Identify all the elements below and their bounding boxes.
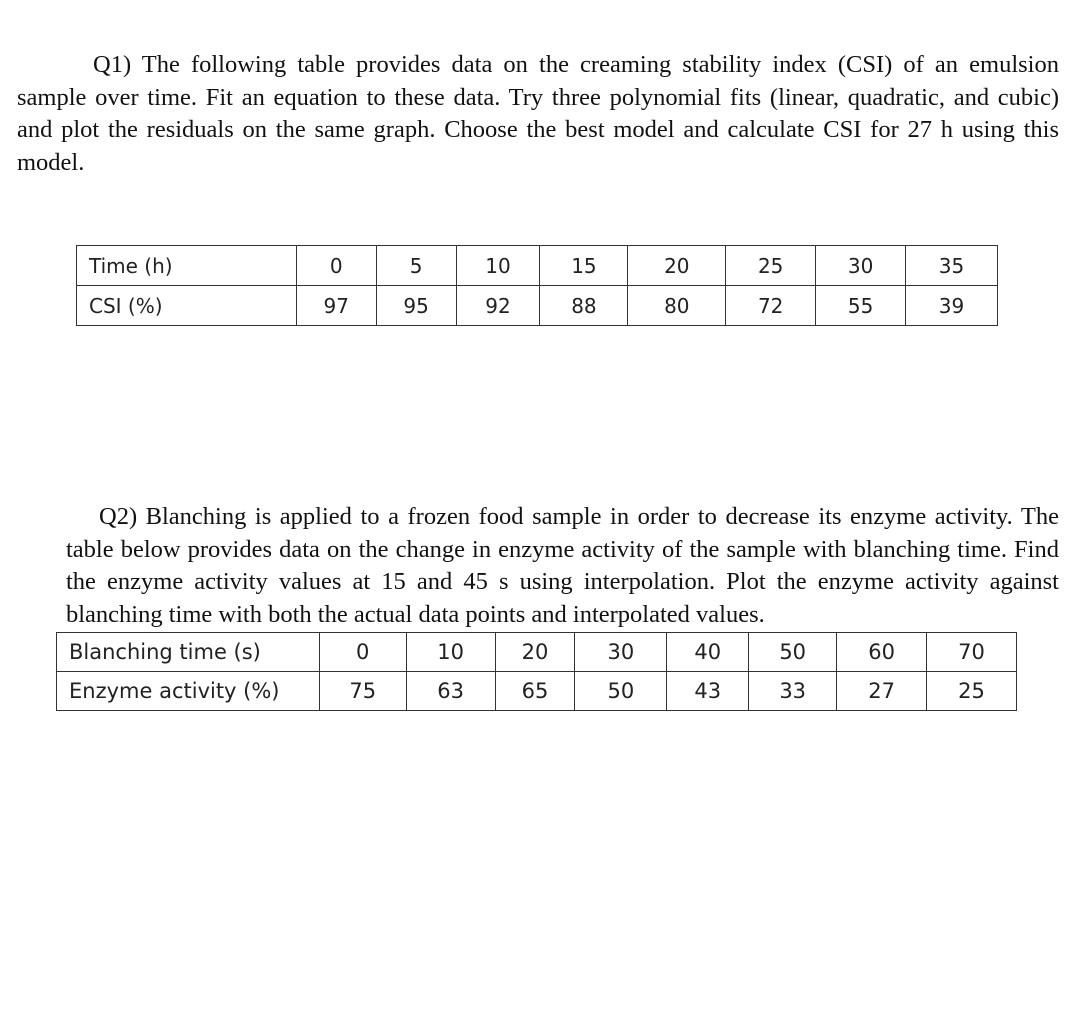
table-cell: 65 bbox=[495, 672, 575, 711]
q2-question-text: Q2) Blanching is applied to a frozen food sample in order to decrease its enzyme activity. The table below provides data on the change in enzyme activity of the sample with blanching time. Find the enzyme activity values at 15 and 45 s using interpolation. Plot the enzyme activity against blanching time with both the actual data points and interpolated values. bbox=[66, 503, 1059, 628]
table-row-blanching-time bbox=[57, 633, 1017, 672]
table-row-enzyme-activity bbox=[57, 672, 1017, 711]
row-label-csi: CSI (%) bbox=[77, 286, 297, 326]
table-cell: 72 bbox=[726, 286, 816, 326]
table-cell: 60 bbox=[837, 633, 927, 672]
table-cell: 33 bbox=[749, 672, 837, 711]
table-cell: 97 bbox=[296, 286, 376, 326]
table-row-csi bbox=[77, 286, 998, 326]
table-cell: 10 bbox=[456, 246, 540, 286]
table-cell: 39 bbox=[906, 286, 998, 326]
row-label-blanching-time: Blanching time (s) bbox=[57, 633, 320, 672]
table-cell: 88 bbox=[540, 286, 628, 326]
table-cell: 30 bbox=[575, 633, 667, 672]
table-cell: 55 bbox=[816, 286, 906, 326]
row-label-time: Time (h) bbox=[77, 246, 297, 286]
table-cell: 0 bbox=[319, 633, 406, 672]
table-cell: 80 bbox=[628, 286, 726, 326]
row-label-enzyme-activity: Enzyme activity (%) bbox=[57, 672, 320, 711]
table-cell: 25 bbox=[726, 246, 816, 286]
table-cell: 27 bbox=[837, 672, 927, 711]
table-cell: 70 bbox=[927, 633, 1017, 672]
table-cell: 25 bbox=[927, 672, 1017, 711]
table-cell: 35 bbox=[906, 246, 998, 286]
table-cell: 50 bbox=[749, 633, 837, 672]
table-cell: 0 bbox=[296, 246, 376, 286]
table-cell: 20 bbox=[628, 246, 726, 286]
q1-question-text: Q1) The following table provides data on the creaming stability index (CSI) of an emulsion sample over time. Fit an equation to these data. Try three polynomial fits (linear, quadratic, and cubic) and plot the residuals on the same graph. Choose the best model and calculate CSI for 27 h using this model. bbox=[17, 51, 1059, 176]
table-cell: 30 bbox=[816, 246, 906, 286]
q1-data-table bbox=[76, 245, 998, 326]
table-cell: 50 bbox=[575, 672, 667, 711]
q2-data-table bbox=[56, 632, 1017, 711]
table-cell: 5 bbox=[376, 246, 456, 286]
table-cell: 10 bbox=[406, 633, 495, 672]
table-cell: 15 bbox=[540, 246, 628, 286]
table-row-time bbox=[77, 246, 998, 286]
table-cell: 95 bbox=[376, 286, 456, 326]
table-cell: 40 bbox=[667, 633, 749, 672]
table-cell: 20 bbox=[495, 633, 575, 672]
table-cell: 63 bbox=[406, 672, 495, 711]
table-cell: 43 bbox=[667, 672, 749, 711]
table-cell: 92 bbox=[456, 286, 540, 326]
table-cell: 75 bbox=[319, 672, 406, 711]
